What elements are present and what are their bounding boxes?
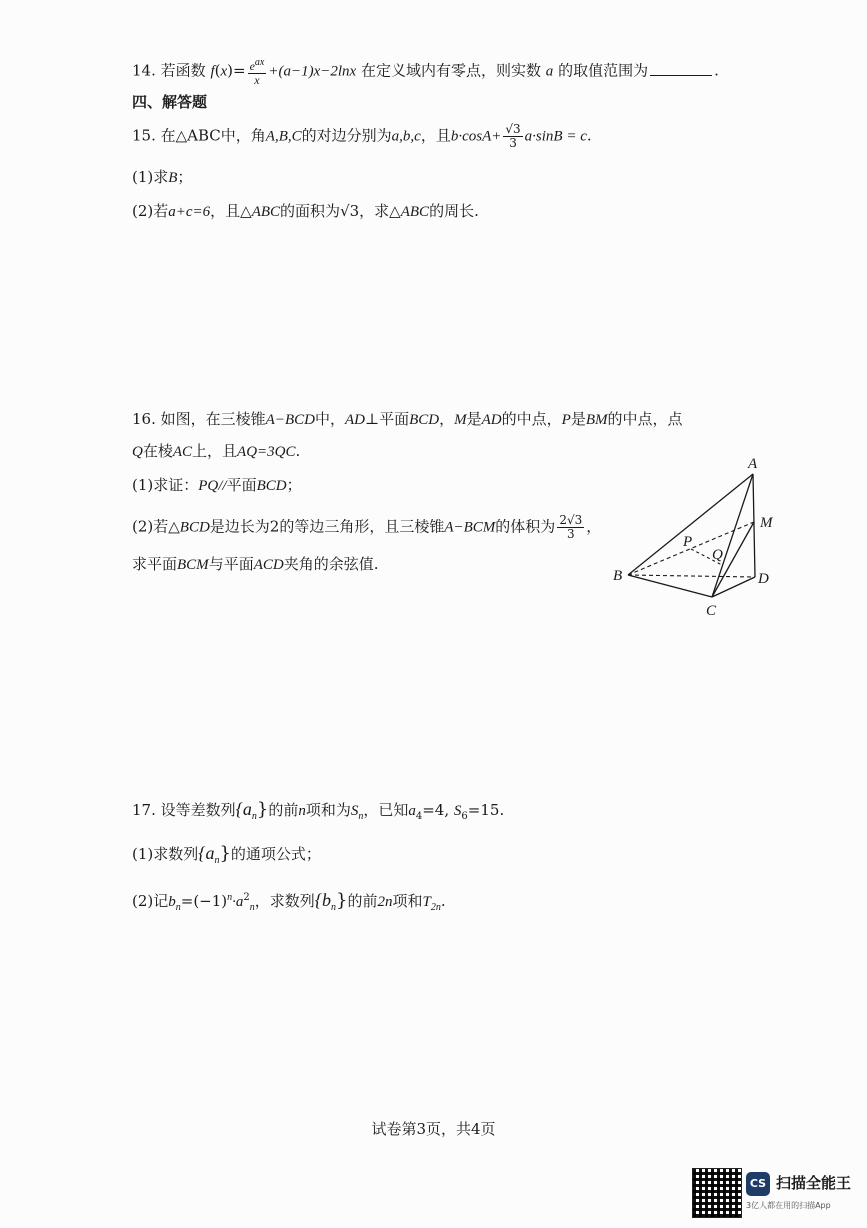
q17-p2-b-sub: n [175,902,181,913]
q16-text-h: 的中点，点 [607,410,683,428]
q16-perp: AD⊥ [344,412,380,428]
q16-part-1 [132,474,302,497]
watermark-tagline: 3亿人都在用的扫描App [746,1201,831,1210]
label-c: C [706,603,717,619]
q16-p: P [561,412,571,428]
q14-f: f [210,63,215,80]
q16-q: Q [132,444,143,460]
q16-text-e: 是 [466,410,482,428]
q15-expr-a: b·cosA+ [450,128,502,145]
question-16 [132,408,683,431]
q16-p2-fraction [557,514,584,541]
q14-text: 若函数 [160,61,206,80]
q17-text-b: 的前 [268,801,299,819]
camscanner-logo-icon: CS [746,1172,770,1196]
q16-p2-frac-num: 2√3 [559,513,583,527]
q15-part-1 [132,166,192,189]
q17-text-d: ，已知 [363,801,409,819]
q17-p2-seq-close: } [335,890,348,911]
q17-end: . [499,801,505,819]
q17-p2-t: T [422,894,431,910]
q14-frac-num: e [249,59,255,73]
q16-p2-l2-text-a: 求平面 [132,555,178,573]
q17-cond2-sub: 6 [461,811,468,822]
q17-p2-b: b [168,894,176,910]
q16-text-a: 如图，在三棱锥 [160,410,266,428]
q15-p2-text-a: (2)若 [132,202,169,220]
q16-text-b: 中， [314,410,345,428]
q15-p2-expr: a+c=6 [168,204,211,220]
q17-number: 17. [132,801,156,819]
q16-l2-end: . [295,442,301,460]
edge-ad [753,474,755,577]
q17-p2-text-a: (2)记 [132,892,169,910]
q17-s: S [350,803,359,819]
q16-number: 16. [132,410,156,428]
q14-expression: +(a−1)x−2lnx [268,63,357,80]
q15-p1-var: B [168,170,178,186]
q16-part-2 [132,514,601,541]
q15-p2-tri: ABC [251,204,281,220]
q17-p2-end: . [440,892,446,910]
q15-text-c: ，且 [420,126,451,145]
q16-p2-frac-den: 3 [566,527,575,541]
q17-text-c: 项和为 [305,801,351,819]
q17-p2-text-e: 项和 [392,892,423,910]
q15-frac-den: 3 [509,136,517,150]
q14-frac-den: x [254,73,260,87]
q16-pyramid: A−BCD [265,412,315,428]
page-footer [0,1118,867,1139]
q17-p1-sub: n [214,855,220,866]
q17-seq-sub: n [251,811,257,822]
q15-expr-b: a·sinB = c [524,128,587,145]
q16-p1-bcd: BCD [256,478,287,494]
q16-p2-end: ， [586,517,602,536]
q15-p2-text-d: ，求△ [359,202,401,220]
q17-cond1-val: =4, [422,801,450,819]
q16-p1-text-a: (1)求证： [132,476,199,494]
label-a: A [748,456,758,472]
question-14: 14. 若函数 f(x)= $\frac{e^{ax}}{x}$ +(a−1)x−2lnx 在定义域内有零点，则实数 a 的取值范围为 . [132,57,719,87]
q16-bm: BM [585,412,608,428]
q16-bcd: BCD [409,412,440,428]
q16-m: M [454,412,467,428]
q17-p2-2n: 2n [377,894,393,910]
q15-angles: A,B,C [265,128,302,145]
q16-p2-l2-text-b: 与平面 [208,555,254,573]
question-15 [132,123,592,150]
q14-frac-exp: ax [254,57,265,68]
q16-line-2 [132,440,300,463]
q15-p2-text-e: 的周长. [429,202,479,220]
q15-part-2 [132,200,479,223]
q16-ratio: AQ=3QC [237,444,296,460]
q15-p2-val: √3 [340,202,360,220]
label-b: B [613,568,623,584]
q17-p1-close: } [219,843,231,864]
q15-p1-text: (1)求 [132,168,169,186]
section-title: 四、解答题 [132,93,208,111]
q16-ac: AC [172,444,193,460]
question-17 [132,798,504,828]
q16-p2-text-c: 的体积为 [495,517,556,536]
q16-p2-pyramid: A−BCM [444,519,496,536]
q14-answer-blank [650,61,712,76]
q17-cond1: a [408,803,416,819]
q15-text-b: 的对边分别为 [301,126,392,145]
q17-n: n [298,803,306,819]
q16-text-g: 是 [570,410,586,428]
q15-text-a: 在△ABC中，角 [160,126,266,145]
watermark-brand: 扫描全能王 [776,1174,852,1192]
q14-text-2: 在定义域内有零点，则实数 [360,61,541,80]
q16-part-2-line-2 [132,553,378,576]
q15-number: 15. [132,126,156,145]
q16-p2-bcm: BCM [177,557,209,573]
q16-p1-end: ； [286,476,302,494]
q16-p2-text-a: (2)若△ [132,517,180,536]
q16-l2-text-b: 上，且 [192,442,238,460]
q14-x: x [220,63,228,80]
q17-p2-eq: =(−1) [180,892,228,910]
qr-code-icon [692,1168,742,1218]
q17-p1-text-a: (1)求数列 [132,845,199,863]
q15-frac-num: √3 [505,122,521,136]
q14-eq: = [233,61,246,80]
q16-p1-text-b: 平面 [226,476,257,494]
q15-end: . [586,126,592,145]
q17-p2-seq-sub: n [330,902,336,913]
q16-p2-acd: ACD [253,557,284,573]
q17-p2-text-d: 的前 [347,892,378,910]
q17-p2-exp: n [227,892,233,903]
q15-fraction [503,123,522,150]
q17-p1-text-b: 的通项公式； [230,845,321,863]
q16-p2-text-b: 是边长为2的等边三角形，且三棱锥 [209,517,445,536]
q17-p2-seq: {b [314,890,331,910]
q17-cond2: S [453,803,462,819]
edge-bd [628,575,755,577]
section-heading [132,91,207,113]
q16-p1-pq: PQ// [198,478,227,494]
q17-s-sub: n [358,811,364,822]
q15-p1-end: ； [177,168,193,186]
q14-end: . [714,61,719,80]
q14-var-a: a [545,63,554,80]
edge-ab [628,474,753,575]
q17-p2-a-sup: 2 [243,892,250,903]
pyramid-figure [610,455,790,620]
q17-p2-text-c: ，求数列 [254,892,315,910]
q16-l2-text-a: 在棱 [142,442,173,460]
label-p: P [683,534,693,550]
q14-text-3: 的取值范围为 [558,61,649,80]
q17-p2-t-sub: 2n [430,902,441,913]
q16-text-f: 的中点， [501,410,562,428]
footer-page-number: 试卷第3页，共4页 [371,1120,496,1138]
label-m: M [760,515,773,531]
edge-cd [712,577,755,597]
edge-bc [628,575,712,597]
q16-text-c: 平面 [379,410,410,428]
q17-cond2-val: =15 [467,801,500,819]
q16-text-d: ， [439,410,455,428]
q15-sides: a,b,c [391,128,421,145]
q16-ad: AD [481,412,502,428]
q17-p2-a-sub: n [249,902,255,913]
q17-part-1 [132,842,321,872]
q17-text-a: 设等差数列 [160,801,236,819]
q17-seq-close: } [256,799,269,820]
q15-p2-text-b: ，且△ [210,202,252,220]
q16-p2-l2-text-c: 夹角的余弦值. [283,555,379,573]
q15-p2-text-c: 的面积为 [280,202,341,220]
q16-p2-bcd: BCD [179,519,210,536]
q17-part-2 [132,887,446,919]
label-d: D [758,571,769,587]
q17-p1-seq: {a [198,843,215,863]
q17-seq-open: {a [235,799,252,819]
q17-cond1-sub: 4 [415,811,423,822]
q14-fraction [248,56,267,87]
q17-p2-dot: ·a [232,894,244,910]
q14-number: 14. [132,61,156,80]
q15-p2-tri2: ABC [400,204,430,220]
label-q: Q [712,547,723,563]
